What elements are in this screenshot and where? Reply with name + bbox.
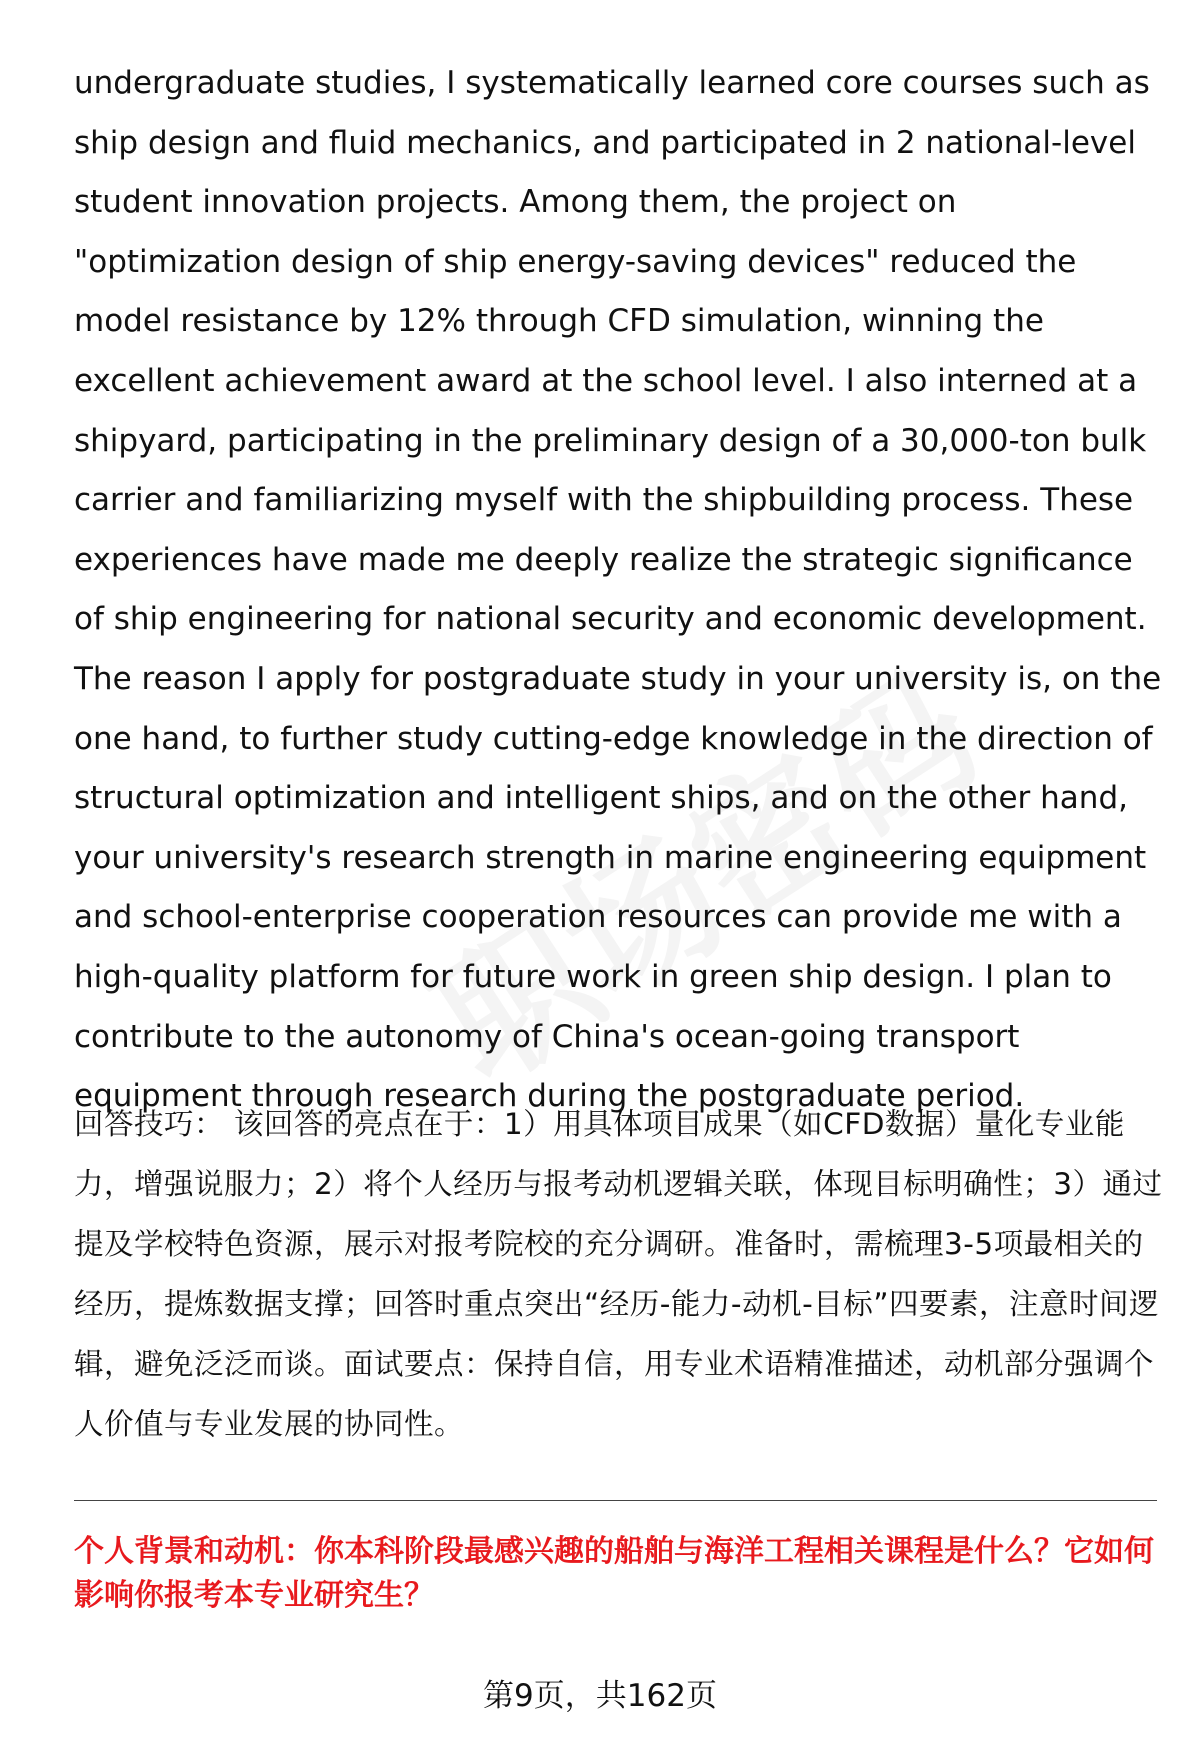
answer-tips-paragraph: 回答技巧： 该回答的亮点在于：1）用具体项目成果（如CFD数据）量化专业能力，增强说服力；2）将个人经历与报考动机逻辑关联，体现目标明确性；3）通过提及学校特色资源，展示对报考院校的充分调研。准备时，需梳理3-5项最相关的经历，提炼数据支撑；回答时重点突出“经历-能力-动机-目标”四要素，注意时间逻辑，避免泛泛而谈。面试要点：保持自信，用专业术语精准描述，动机部分强调个人价值与专业发展的协同性。 xyxy=(74,1107,1163,1441)
section-divider xyxy=(74,1500,1157,1501)
page-number-footer: 第9页，共162页 xyxy=(483,1678,717,1714)
next-question-heading: 个人背景和动机：你本科阶段最感兴趣的船舶与海洋工程相关课程是什么？它如何影响你报考本专业研究生？ xyxy=(74,1534,1154,1613)
body-paragraph: undergraduate studies, I systematically learned core courses such as ship design and fluid mechanics, and participated in 2 national-level student innovation projects. Among them, the project on "optimization design of ship energy-saving devices" reduced the model resistance by 12% through CFD simulation, winning the excellent achievement award at the school level. I also interned at a shipyard, participating in the preliminary design of a 30,000-ton bulk carrier and familiarizing myself with the shipbuilding process. These experiences have made me deeply realize the strategic significance of ship engineering for national security and economic development. The reason I apply for postgraduate study in your university is, on the one hand, to further study cutting-edge knowledge in the direction of structural optimization and intelligent ships, and on the other hand, your university's research strength in marine engineering equipment and school-enterprise cooperation resources can provide me with a high-quality platform for future work in green ship design. I plan to contribute to the autonomy of China's ocean-going transport equipment through research during the postgraduate period. xyxy=(74,65,1162,1115)
